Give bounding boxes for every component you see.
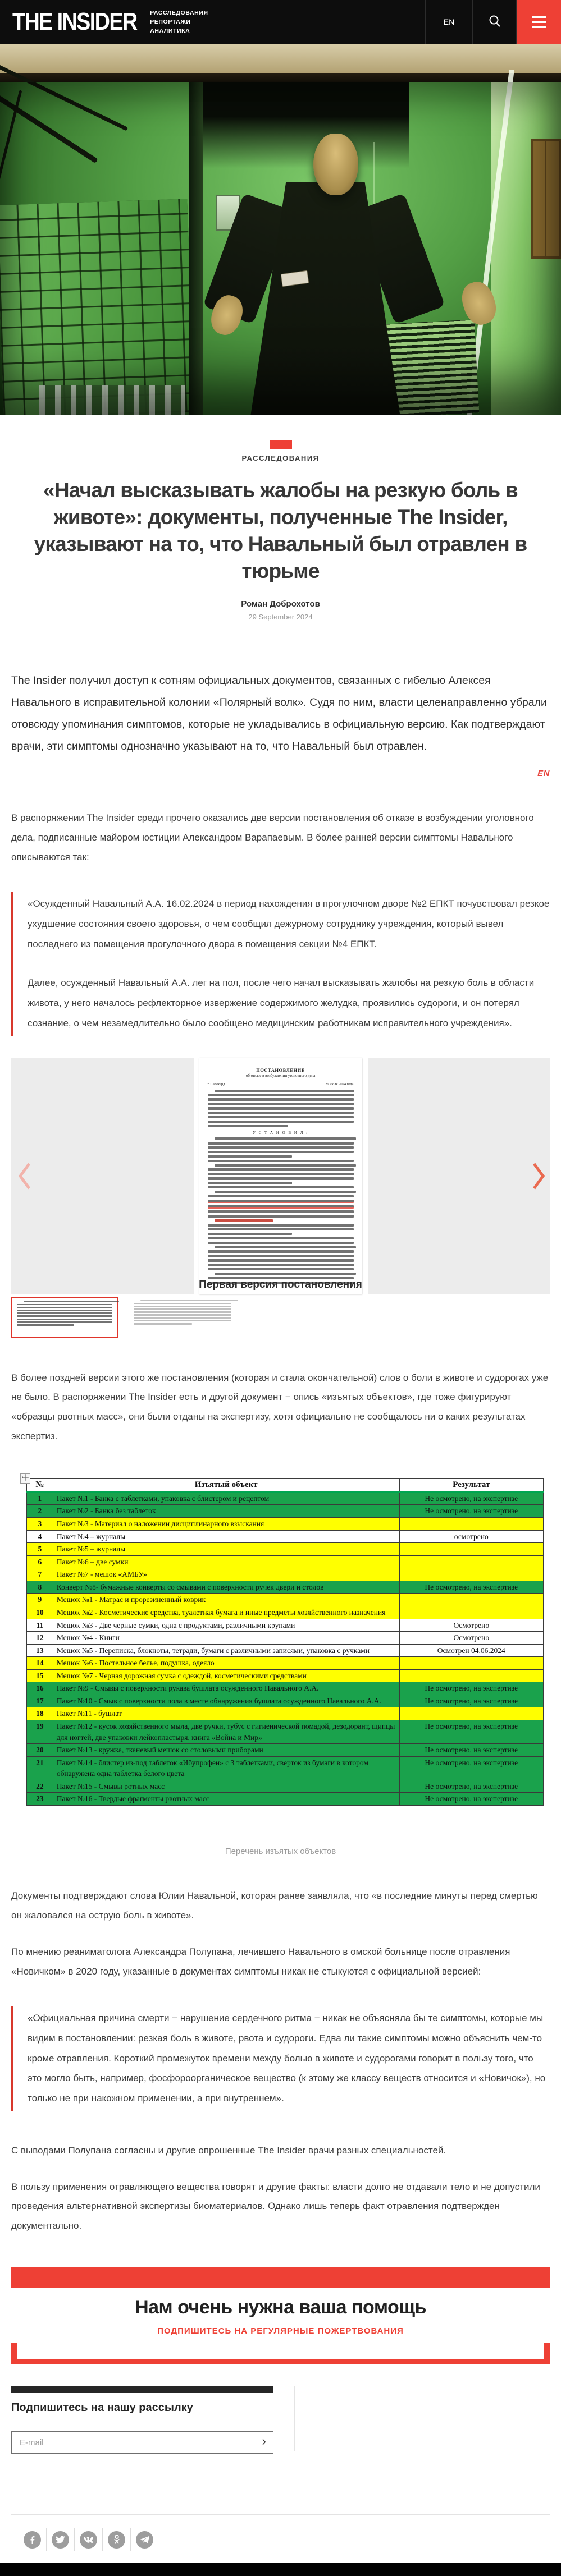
table-header-row	[26, 1478, 544, 1492]
scan-text-line	[17, 1321, 112, 1323]
scan-text-line	[134, 1308, 231, 1310]
result	[399, 1669, 544, 1682]
document-carousel	[11, 1058, 550, 1294]
scan-text-line	[208, 1233, 293, 1236]
vk-icon[interactable]	[80, 2531, 97, 2549]
col-object: Изъятый объект	[53, 1478, 399, 1492]
footer-bottom-bar	[0, 2563, 561, 2576]
hero-image	[0, 44, 561, 415]
scan-text-line	[208, 1228, 354, 1231]
table-drag-handle[interactable]	[20, 1473, 30, 1484]
scan-text-line	[17, 1310, 112, 1311]
donation-frame-bottom	[11, 2343, 550, 2364]
result: Не осмотрено, на экспертизе	[399, 1720, 544, 1744]
table-row	[26, 1744, 544, 1757]
table-row	[26, 1606, 544, 1619]
category-label[interactable]: РАССЛЕДОВАНИЯ	[241, 454, 320, 462]
scan-text-line	[208, 1224, 354, 1227]
facebook-icon[interactable]	[24, 2531, 41, 2549]
table-row	[26, 1568, 544, 1581]
seized-object: Мешок №5 - Переписка, блокноты, тетради, бумаги с различными записями, упаковка с ручками	[53, 1644, 399, 1657]
scan-text-line	[134, 1320, 231, 1322]
prison-scene	[0, 82, 561, 415]
scan-text-line	[208, 1200, 354, 1204]
seized-object: Пакет №1 - Банка с таблетками, упаковка с блистером и рецептом	[53, 1491, 399, 1505]
seized-object: Пакет №4 – журналы	[53, 1530, 399, 1543]
seized-object: Пакет №12 - кусок хозяйственного мыла, две ручки, тубус с гигиенической помадой, дезодорант, щипцы для ногтей, две упаковки лейкопластыря, книга «Война и Мир»	[53, 1720, 399, 1744]
result	[399, 1707, 544, 1720]
result	[399, 1555, 544, 1568]
page-title: «Начал высказывать жалобы на резкую боль в животе»: документы, полученные The Insider, указывают на то, что Навальный был отравлен в тюрьме	[34, 479, 527, 583]
icon-separator	[74, 2528, 75, 2551]
scan-text-line	[208, 1146, 354, 1149]
seized-object: Пакет №13 - кружка, тканевый мешок со столовыми приборами	[53, 1744, 399, 1757]
site-logo[interactable]: THE INSIDER	[12, 8, 137, 35]
result: Не осмотрено, на экспертизе	[399, 1695, 544, 1707]
scan-text-line	[134, 1323, 192, 1325]
donation-top-bar	[11, 2267, 550, 2288]
scan-text-line	[208, 1168, 354, 1171]
row-number: 17	[26, 1695, 53, 1707]
row-number: 12	[26, 1632, 53, 1645]
table-row	[26, 1518, 544, 1531]
newsletter-section	[11, 2386, 550, 2454]
seized-object: Пакет №5 – журналы	[53, 1543, 399, 1556]
row-number: 18	[26, 1707, 53, 1720]
row-number: 10	[26, 1606, 53, 1619]
quote-paragraph: «Осужденный Навальный А.А. 16.02.2024 в период нахождения в прогулочном дворе №2 ЕПКТ почувствовал резкое ухудшение состояния своего здоровья, о чем сообщил дежурному сотруднику учреждения, который вывел последнего из помещения прогулочного двора в помещения секции №4 ЕПКТ.	[28, 898, 550, 949]
table-row	[26, 1555, 544, 1568]
seized-object: Пакет №9 - Смывы с поверхности рукава бушлата осужденного Навального А.А.	[53, 1682, 399, 1695]
result	[399, 1657, 544, 1670]
seized-object: Пакет №14 - блистер из-под таблеток «Ибупрофен» с 3 таблетками, сверток из бумаги в котором обнаружена одна таблетка белого цвета	[53, 1756, 399, 1780]
odnoklassniki-icon[interactable]	[108, 2531, 125, 2549]
scan-text-line	[134, 1303, 231, 1305]
row-number: 3	[26, 1518, 53, 1531]
scan-text-line	[208, 1155, 293, 1158]
scan-text-line	[134, 1311, 231, 1313]
table-row	[26, 1695, 544, 1707]
seized-object: Конверт №8- бумажные конверты со смывами с поверхности ручек двери и столов	[53, 1581, 399, 1594]
scan-text-line	[17, 1304, 112, 1306]
scan-text-line	[208, 1112, 354, 1114]
category-block	[11, 440, 550, 462]
doc-place: г. Салехард	[207, 1082, 225, 1086]
scan-text-line	[208, 1103, 354, 1105]
row-number: 7	[26, 1568, 53, 1581]
table-row	[26, 1756, 544, 1780]
result: Не осмотрено, на экспертизе	[399, 1744, 544, 1757]
result: Осмотрено	[399, 1632, 544, 1645]
publish-date: 29 September 2024	[248, 613, 313, 622]
carousel-next-button[interactable]	[532, 1161, 545, 1191]
result: Осмотрен 04.06.2024	[399, 1644, 544, 1657]
scan-text-line	[208, 1160, 354, 1163]
row-number: 14	[26, 1657, 53, 1670]
table-row	[26, 1505, 544, 1518]
vertical-divider	[294, 2386, 295, 2451]
blockquote-doctor	[11, 2006, 550, 2110]
category-marker	[270, 440, 292, 449]
scan-text-line	[17, 1315, 112, 1317]
scan-text-line	[17, 1307, 112, 1308]
seized-object: Пакет №16 - Твердые фрагменты рвотных масс	[53, 1793, 399, 1806]
donation-title: Нам очень нужна ваша помощь	[135, 2297, 426, 2318]
doc-ustanovil: У С Т А Н О В И Л :	[252, 1131, 309, 1136]
quote-paragraph: «Официальная причина смерти − нарушение сердечного ритма − никак не объясняла бы те симптомы, которые мы видим в постановлении: резкая боль в животе, рвота и судороги. Едва ли такие симптомы можно объяснить чем-то кроме отравления. Короткий промежуток времени между болью в животе и судорогами говорит в пользу того, что это могло быть, например, фосфороорганическое вещество (к этому же классу веществ относится и «Новичок»), но только не при накожном применении, а при внутреннем».	[28, 2013, 546, 2104]
article-paragraph: Документы подтверждают слова Юлии Навальной, которая ранее заявляла, что «в последние минуты перед смертью он жаловался на острую боль в животе».	[11, 1890, 538, 1921]
site-header	[0, 0, 561, 44]
seized-object: Пакет №15 - Смывы ротных масс	[53, 1780, 399, 1793]
scan-text-line	[208, 1177, 354, 1180]
chevron-right-icon	[532, 1161, 545, 1191]
row-number: 6	[26, 1555, 53, 1568]
scan-text-line	[208, 1182, 293, 1184]
seized-object: Пакет №3 - Материал о наложении дисциплинарного взыскания	[53, 1518, 399, 1531]
result: Не осмотрено, на экспертизе	[399, 1682, 544, 1695]
table-row	[26, 1780, 544, 1793]
seized-object: Мешок №2 - Косметические средства, туалетная бумага и иные предметы хозяйственного назначения	[53, 1606, 399, 1619]
seized-object: Пакет №6 – две сумки	[53, 1555, 399, 1568]
icon-separator	[102, 2528, 103, 2551]
scan-text-line	[134, 1306, 231, 1307]
result: осмотрено	[399, 1530, 544, 1543]
seized-objects-table	[26, 1478, 544, 1806]
row-number: 22	[26, 1780, 53, 1793]
result: Не осмотрено, на экспертизе	[399, 1780, 544, 1793]
seized-objects-block	[11, 1478, 550, 1806]
result: Не осмотрено, на экспертизе	[399, 1491, 544, 1505]
newsletter-title: Подпишитесь на нашу рассылку	[11, 2401, 193, 2414]
row-number: 8	[26, 1581, 53, 1594]
result: Не осмотрено, на экспертизе	[399, 1793, 544, 1806]
menu-button[interactable]	[516, 0, 561, 44]
search-button[interactable]	[472, 0, 516, 44]
seized-object: Мешок №4 - Книги	[53, 1632, 399, 1645]
thumbnail-selected[interactable]	[11, 1297, 118, 1338]
seized-object: Пакет №11 - бушлат	[53, 1707, 399, 1720]
article-paragraph: По мнению реаниматолога Александра Полупана, лечившего Навального в омской больнице после отравления «Новичком» в 2020 году, указанные в документах симптомы никак не стыкуются с официальной версией:	[11, 1946, 510, 1977]
row-number: 4	[26, 1530, 53, 1543]
carousel-side-right	[368, 1058, 550, 1294]
thumbnail[interactable]	[129, 1297, 236, 1338]
scan-text-line	[215, 1246, 356, 1249]
scan-text-line	[215, 1164, 356, 1167]
scan-text-line	[208, 1259, 354, 1262]
scan-text-line	[208, 1094, 354, 1096]
table-row	[26, 1657, 544, 1670]
scan-text-line	[208, 1121, 354, 1123]
seized-object: Мешок №7 - Черная дорожная сумка с одеждой, косметическими средствами	[53, 1669, 399, 1682]
table-row	[26, 1669, 544, 1682]
result	[399, 1606, 544, 1619]
document-scan[interactable]	[199, 1058, 362, 1294]
english-version-link[interactable]: EN	[537, 768, 550, 778]
scan-text-line	[208, 1237, 354, 1240]
newsletter-bar	[11, 2386, 273, 2393]
table-row	[26, 1682, 544, 1695]
row-number: 23	[26, 1793, 53, 1806]
telegram-icon[interactable]	[136, 2531, 153, 2549]
hero-top-band	[0, 44, 561, 73]
scan-text-line	[24, 1301, 119, 1303]
col-result: Результат	[399, 1478, 544, 1492]
table-row	[26, 1581, 544, 1594]
tagline-line: РАССЛЕДОВАНИЯ	[150, 9, 208, 16]
scan-text-line	[215, 1273, 356, 1275]
hamburger-icon	[532, 16, 546, 18]
seized-object: Пакет №7 - мешок «АМБУ»	[53, 1568, 399, 1581]
scan-text-line	[17, 1324, 74, 1326]
table-row	[26, 1707, 544, 1720]
search-icon	[488, 14, 501, 30]
seized-object: Мешок №3 - Две черные сумки, одна с продуктами, различными крупами	[53, 1619, 399, 1632]
scan-text-line	[134, 1314, 231, 1316]
row-number: 20	[26, 1744, 53, 1757]
row-number: 5	[26, 1543, 53, 1556]
header-left	[0, 0, 425, 44]
table-row	[26, 1619, 544, 1632]
scan-text-line	[208, 1116, 354, 1119]
social-icons-row	[24, 2528, 550, 2551]
result	[399, 1543, 544, 1556]
scan-text-line	[208, 1215, 354, 1218]
article-paragraph: В пользу применения отравляющего вещества говорят и другие факты: власти долго не отдавали тело и не допустили проведения альтернативной экспертизы биоматериалов. Однако лишь теперь факт отравления подтвержден документально.	[11, 2181, 540, 2231]
table-row	[26, 1543, 544, 1556]
row-number: 19	[26, 1720, 53, 1744]
scan-text-line	[208, 1264, 354, 1266]
row-number: 16	[26, 1682, 53, 1695]
scan-text-line	[215, 1191, 356, 1193]
scan-text-line	[140, 1300, 238, 1302]
table-row	[26, 1594, 544, 1606]
email-field[interactable]	[19, 2437, 262, 2448]
result	[399, 1594, 544, 1606]
carousel-caption: Первая версия постановления	[199, 1278, 362, 1291]
chevron-left-icon	[18, 1161, 31, 1191]
scan-text-line	[208, 1242, 354, 1245]
row-number: 11	[26, 1619, 53, 1632]
scan-text-line	[208, 1173, 354, 1175]
move-icon	[22, 1473, 29, 1484]
quote-paragraph: Далее, осужденный Навальный А.А. лег на пол, после чего начал высказывать жалобы на резкую боль в области живота, у него началось рефлекторное извержение содержимого желудка, проявились судороги, и он потерял сознание, о чем незамедлительно было сообщено медицинским работникам исправительного учреждения».	[28, 977, 535, 1028]
doc-subtitle: об отказе в возбуждении уголовного дела	[245, 1073, 316, 1078]
author-name[interactable]: Роман Доброхотов	[241, 599, 320, 609]
scan-text-line	[17, 1319, 112, 1320]
scan-text-line	[208, 1205, 354, 1209]
newsletter-form	[11, 2431, 273, 2454]
footer-divider	[11, 2514, 550, 2515]
scan-text-line	[208, 1098, 354, 1101]
article-lead: The Insider получил доступ к сотням официальных документов, связанных с гибелью Алексея Навального в исправительной колонии «Полярный волк». Судя по ним, власти целенаправленно убрали отовсюду упоминания симптомов, которые не укладывались в официальную версию. Как подтверждают врачи, эти симптомы однозначно указывают на то, что Навальный был отравлен.	[11, 674, 547, 753]
scan-text-line	[134, 1317, 231, 1319]
scan-text-line	[208, 1186, 354, 1189]
scan-text-line	[208, 1268, 354, 1271]
scan-text-line	[208, 1250, 354, 1253]
result: Не осмотрено, на экспертизе	[399, 1581, 544, 1594]
donation-banner	[11, 2267, 550, 2364]
seized-object: Мешок №1 - Матрас и прорезиненный коврик	[53, 1594, 399, 1606]
row-number: 1	[26, 1491, 53, 1505]
tagline-line: АНАЛИТИКА	[150, 27, 190, 35]
twitter-icon[interactable]	[52, 2531, 69, 2549]
newsletter-submit-button[interactable]: ›	[262, 2435, 266, 2450]
table-row	[26, 1632, 544, 1645]
carousel-prev-button[interactable]	[18, 1161, 31, 1191]
scan-text-line	[208, 1210, 354, 1213]
result	[399, 1568, 544, 1581]
table-caption: Перечень изъятых объектов	[225, 1846, 336, 1856]
row-number: 13	[26, 1644, 53, 1657]
carousel-thumbnails	[11, 1297, 550, 1338]
blockquote-resolution	[11, 892, 550, 1035]
donation-link[interactable]: ПОДПИШИТЕСЬ НА РЕГУЛЯРНЫЕ ПОЖЕРТВОВАНИЯ	[157, 2326, 404, 2336]
tagline-line: РЕПОРТАЖИ	[150, 18, 191, 25]
col-number: №	[26, 1478, 53, 1492]
result: Осмотрено	[399, 1619, 544, 1632]
row-number: 15	[26, 1669, 53, 1682]
row-number: 2	[26, 1505, 53, 1518]
scan-text-line	[215, 1090, 355, 1092]
icon-separator	[130, 2528, 131, 2551]
table-row	[26, 1530, 544, 1543]
row-number: 21	[26, 1756, 53, 1780]
icon-separator	[46, 2528, 47, 2551]
doc-title: ПОСТАНОВЛЕНИЕ	[256, 1067, 305, 1073]
scan-text-line	[208, 1195, 354, 1198]
scan-text-line	[215, 1219, 273, 1222]
seized-object: Пакет №10 - Смыв с поверхности пола в месте обнаружения бушлата осужденного Навального А.А.	[53, 1695, 399, 1707]
row-number: 9	[26, 1594, 53, 1606]
table-row	[26, 1720, 544, 1744]
seized-object: Пакет №2 - Банка без таблеток	[53, 1505, 399, 1518]
result: Не осмотрено, на экспертизе	[399, 1505, 544, 1518]
scan-text-line	[208, 1255, 354, 1257]
result	[399, 1518, 544, 1531]
scan-text-line	[215, 1137, 356, 1140]
scan-text-line	[208, 1151, 354, 1154]
site-tagline	[150, 8, 208, 36]
scan-text-line	[208, 1125, 288, 1128]
scan-text-line	[17, 1312, 112, 1314]
scan-text-line	[208, 1107, 354, 1110]
carousel-side-left	[11, 1058, 194, 1294]
doc-date: 26 июля 2024 года	[325, 1082, 354, 1086]
article-paragraph: В более поздней версии этого же постановления (которая и стала окончательной) слов о боли в животе и судорогах уже не было. В распоряжении The Insider есть и другой документ − опись «изъятых объектов», где тоже фигурируют «образцы рвотных масс», они были отданы на экспертизу, хотя официально не сообщалось ни о каких результатах экспертиз.	[11, 1372, 549, 1442]
article-paragraph: В распоряжении The Insider среди прочего оказались две версии постановления об отказе в возбуждении уголовного дела, подписанные майором юстиции Александром Варапаевым. В более ранней версии симптомы Навального описываются так:	[11, 812, 534, 862]
article-paragraph: С выводами Полупана согласны и другие опрошенные The Insider врачи разных специальностей.	[11, 2145, 446, 2156]
table-row	[26, 1793, 544, 1806]
seized-object: Мешок №6 - Постельное белье, подушка, одеяло	[53, 1657, 399, 1670]
table-row	[26, 1491, 544, 1505]
result: Не осмотрено, на экспертизе	[399, 1756, 544, 1780]
scan-text-line	[208, 1142, 354, 1145]
table-row	[26, 1644, 544, 1657]
language-switcher[interactable]: EN	[425, 0, 472, 44]
